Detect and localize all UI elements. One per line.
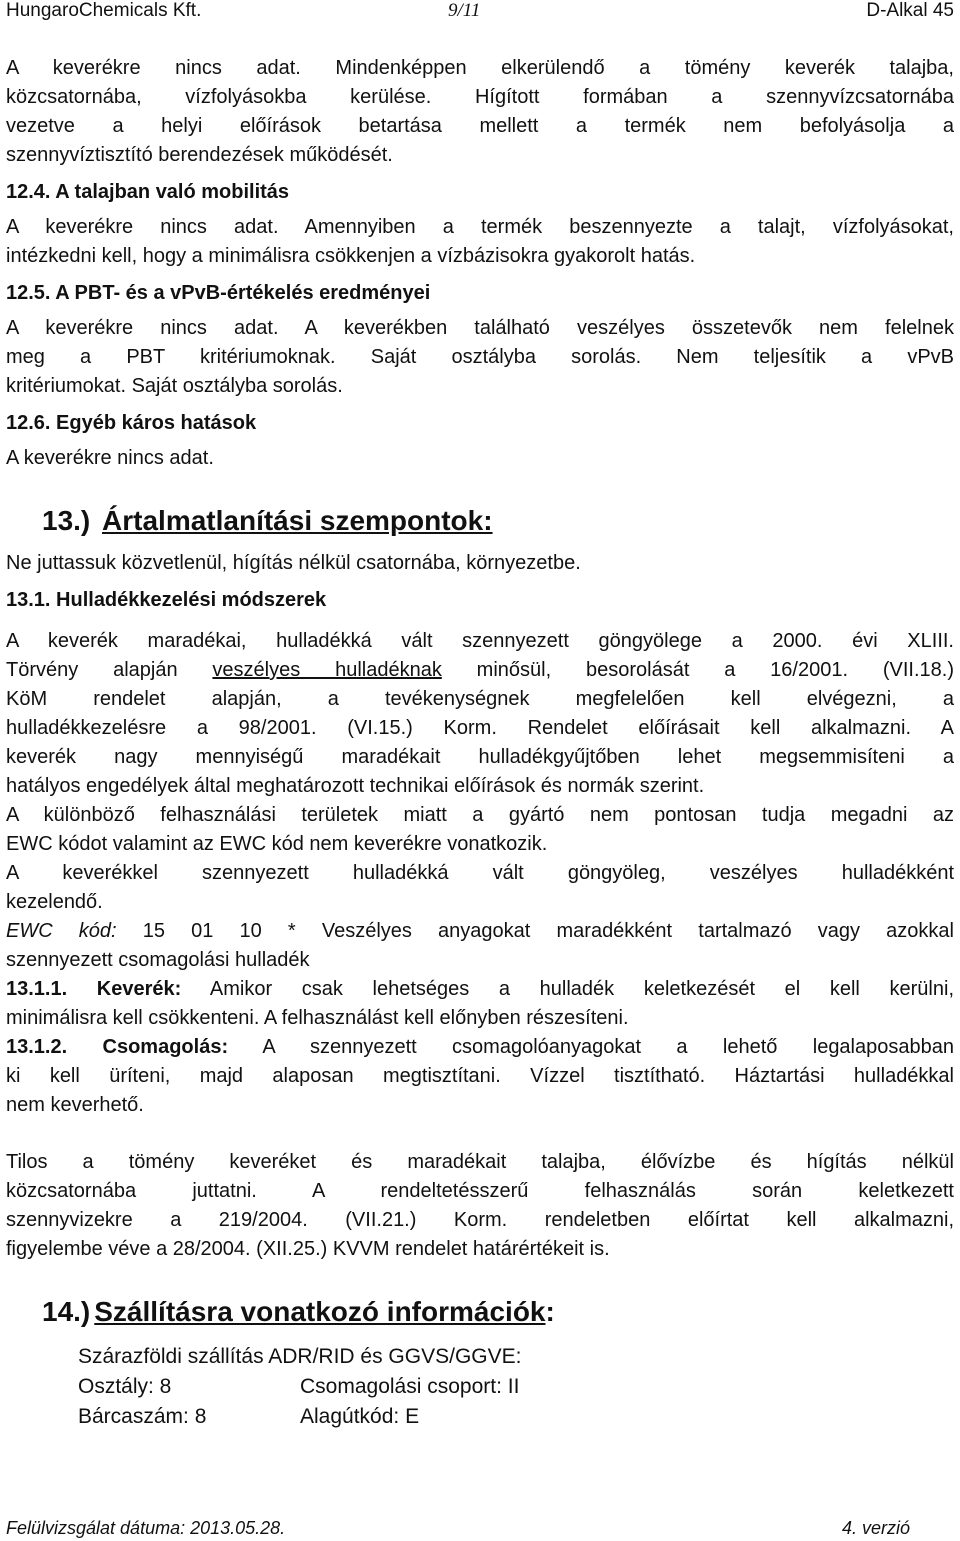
- section-13-number: 13.): [42, 505, 91, 536]
- header-product: D-Alkal 45: [866, 0, 954, 21]
- text-line: szennyezett csomagolási hulladék: [6, 949, 310, 971]
- text-line: figyelembe véve a 28/2004. (XII.25.) KVVM rendelet határértékeit is.: [6, 1238, 610, 1260]
- section-13-1-2-line: 13.1.2. Csomagolás: A szennyezett csomagolóanyagokat a lehető legalaposabban: [6, 1036, 954, 1058]
- header-page-number: 9/11: [448, 0, 481, 21]
- ewc-label: EWC kód:: [6, 920, 117, 942]
- land-transport-label: Szárazföldi szállítás ADR/RID és GGVS/GGVE:: [78, 1345, 522, 1368]
- page-footer: [6, 1518, 910, 1539]
- section-12-3-text: [6, 54, 954, 170]
- text-line: Tilos a tömény keveréket és maradékait talajba, élővízbe és hígítás nélkül: [6, 1151, 954, 1173]
- section-14-heading: 14.) Szállításra vonatkozó információk:: [42, 1296, 555, 1327]
- text-line: nem keverhető.: [6, 1094, 144, 1116]
- text-line: ki kell üríteni, majd alaposan megtisztítani. Vízzel tisztítható. Háztartási hulladékkal: [6, 1065, 954, 1087]
- section-14-number: 14.): [42, 1296, 91, 1327]
- text-line: közcsatornába juttatni. A rendeltetésszerű felhasználás során keletkezett: [6, 1180, 954, 1202]
- text-line: szennyvizekre a 219/2004. (VII.21.) Korm. rendeletben előírtat kell alkalmazni,: [6, 1209, 954, 1231]
- hazardous-waste-term: veszélyes hulladéknak: [212, 659, 442, 681]
- review-date: Felülvizsgálat dátuma: 2013.05.28.: [6, 1518, 286, 1538]
- section-13-heading: [42, 501, 954, 541]
- section-13-title: Ártalmatlanítási szempontok:: [102, 505, 493, 536]
- text-line: A keverékre nincs adat. Mindenképpen elkerülendő a tömény keverék talajba,: [6, 57, 954, 79]
- text-line: A különböző felhasználási területek miatt a gyártó nem pontosan tudja megadni az: [6, 804, 954, 826]
- section-12-5-text: [6, 314, 954, 401]
- ewc-line: EWC kód: 15 01 10 * Veszélyes anyagokat maradékként tartalmazó vagy azokkal: [6, 920, 954, 942]
- section-13-tilos-text: [6, 1148, 954, 1264]
- text-line: hatályos engedélyek által meghatározott technikai előírások és normák szerint.: [6, 775, 705, 797]
- section-12-6-text: A keverékre nincs adat.: [6, 447, 214, 469]
- text-line: KöM rendelet alapján, a tevékenységnek megfelelően kell elvégezni, a: [6, 688, 954, 710]
- text-line: meg a PBT kritériumoknak. Saját osztályba sorolás. Nem teljesítik a vPvB: [6, 346, 954, 368]
- text-line: A keverékre nincs adat. A keverékben található veszélyes összetevők nem felelnek: [6, 317, 954, 339]
- section-13-1-1-line: 13.1.1. Keverék: Amikor csak lehetséges a hulladék keletkezését el kell kerülni,: [6, 978, 954, 1000]
- page-header: [6, 0, 954, 20]
- text-line: szennyvíztisztító berendezések működését.: [6, 144, 393, 166]
- section-12-6-title: 12.6. Egyéb káros hatások: [6, 412, 257, 434]
- text-line: A keverék maradékai, hulladékká vált szennyezett göngyölege a 2000. évi XLIII.: [6, 630, 954, 652]
- text-line: A keverékre nincs adat. Amennyiben a termék beszennyezte a talajt, vízfolyásokat,: [6, 216, 954, 238]
- section-13-intro: Ne juttassuk közvetlenül, hígítás nélkül csatornába, környezetbe.: [6, 552, 581, 574]
- text-line: közcsatornába, vízfolyásokba kerülése. Hígított formában a szennyvízcsatornába: [6, 86, 954, 108]
- header-company: HungaroChemicals Kft.: [6, 0, 202, 21]
- section-12-4-title: 12.4. A talajban való mobilitás: [6, 181, 290, 203]
- text-line: kezelendő.: [6, 891, 103, 913]
- packing-group: Csomagolási csoport: II: [300, 1375, 520, 1398]
- section-13-1-2-label: 13.1.2. Csomagolás:: [6, 1036, 229, 1058]
- section-14-title: Szállításra vonatkozó információk: [94, 1296, 546, 1327]
- text-line: minimálisra kell csökkenteni. A felhasználást kell előnyben részesíteni.: [6, 1007, 629, 1029]
- transport-row: [78, 1372, 954, 1402]
- tunnel-code: Alagútkód: E: [300, 1405, 420, 1428]
- text-line: intézkedni kell, hogy a minimálisra csökkenjen a vízbázisokra gyakorolt hatás.: [6, 245, 696, 267]
- page-content: [6, 54, 954, 1432]
- transport-class: Osztály: 8: [78, 1375, 172, 1398]
- version: 4. verzió: [841, 1518, 910, 1538]
- text-line: A keverékkel szennyezett hulladékká vált göngyöleg, veszélyes hulladékként: [6, 862, 954, 884]
- text-line: kritériumokat. Saját osztályba sorolás.: [6, 375, 343, 397]
- section-12-5-title: 12.5. A PBT- és a vPvB-értékelés eredményei: [6, 282, 431, 304]
- section-13-1-text: [6, 627, 954, 1120]
- transport-row: [78, 1402, 954, 1432]
- hazard-label: Bárcaszám: 8: [78, 1405, 207, 1428]
- text-line: hulladékkezelésre a 98/2001. (VI.15.) Korm. Rendelet előírásait kell alkalmazni. A: [6, 717, 954, 739]
- transport-info: [78, 1342, 954, 1432]
- text-line: EWC kódot valamint az EWC kód nem keverékre vonatkozik.: [6, 833, 548, 855]
- text-line: Törvény alapján veszélyes hulladéknak minősül, besorolását a 16/2001. (VII.18.): [6, 659, 954, 681]
- section-13-1-1-label: 13.1.1. Keverék:: [6, 978, 182, 1000]
- section-13-1-title: 13.1. Hulladékkezelési módszerek: [6, 589, 327, 611]
- section-12-4-text: [6, 213, 954, 271]
- text-line: keverék nagy mennyiségű maradékait hulladékgyűjtőben lehet megsemmisíteni a: [6, 746, 954, 768]
- text-line: vezetve a helyi előírások betartása mellett a termék nem befolyásolja a: [6, 115, 954, 137]
